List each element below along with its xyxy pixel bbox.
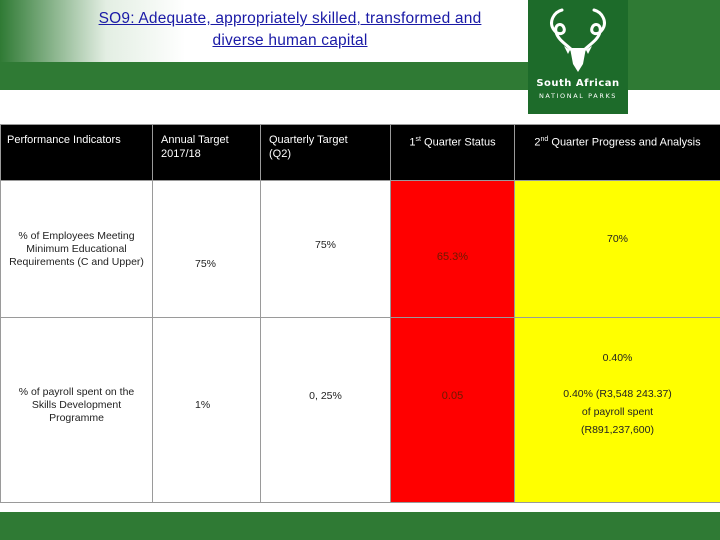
- page-title: [30, 8, 550, 52]
- q2-progress-cell: 70%: [515, 181, 720, 318]
- table-header-row: [1, 125, 720, 181]
- title-line-1: SO9: Adequate, appropriately skilled, transformed and: [98, 10, 482, 27]
- header-quarterly-target: Quarterly Target (Q2): [261, 125, 391, 181]
- kudu-head-icon: [528, 0, 628, 76]
- annual-target-cell: 75%: [153, 181, 261, 318]
- quarterly-target-cell: 0, 25%: [261, 318, 391, 503]
- logo-text-line1: South African: [536, 78, 620, 89]
- footer-band: [0, 512, 720, 540]
- quarterly-target-cell: 75%: [261, 181, 391, 318]
- sanparks-logo: [528, 0, 628, 114]
- header-indicator: Performance Indicators: [1, 125, 153, 181]
- q1-status-cell: 0.05: [391, 318, 515, 503]
- header-annual-target: Annual Target 2017/18: [153, 125, 261, 181]
- q1-status-cell: 65.3%: [391, 181, 515, 318]
- annual-target-cell: 1%: [153, 318, 261, 503]
- indicator-cell: % of payroll spent on the Skills Development Programme: [1, 318, 153, 503]
- logo-text-line2: NATIONAL PARKS: [538, 92, 618, 100]
- performance-table: [0, 124, 720, 503]
- title-line-2: diverse human capital: [212, 32, 368, 49]
- header-q2-progress: 2nd Quarter Progress and Analysis: [515, 125, 720, 181]
- header-q1-status: 1st Quarter Status: [391, 125, 515, 181]
- q2-progress-cell: 0.40% 0.40% (R3,548 243.37) of payroll spent (R891,237,600): [515, 318, 720, 503]
- indicator-cell: % of Employees Meeting Minimum Educational Requirements (C and Upper): [1, 181, 153, 318]
- table-row: [1, 181, 720, 318]
- table-row: [1, 318, 720, 503]
